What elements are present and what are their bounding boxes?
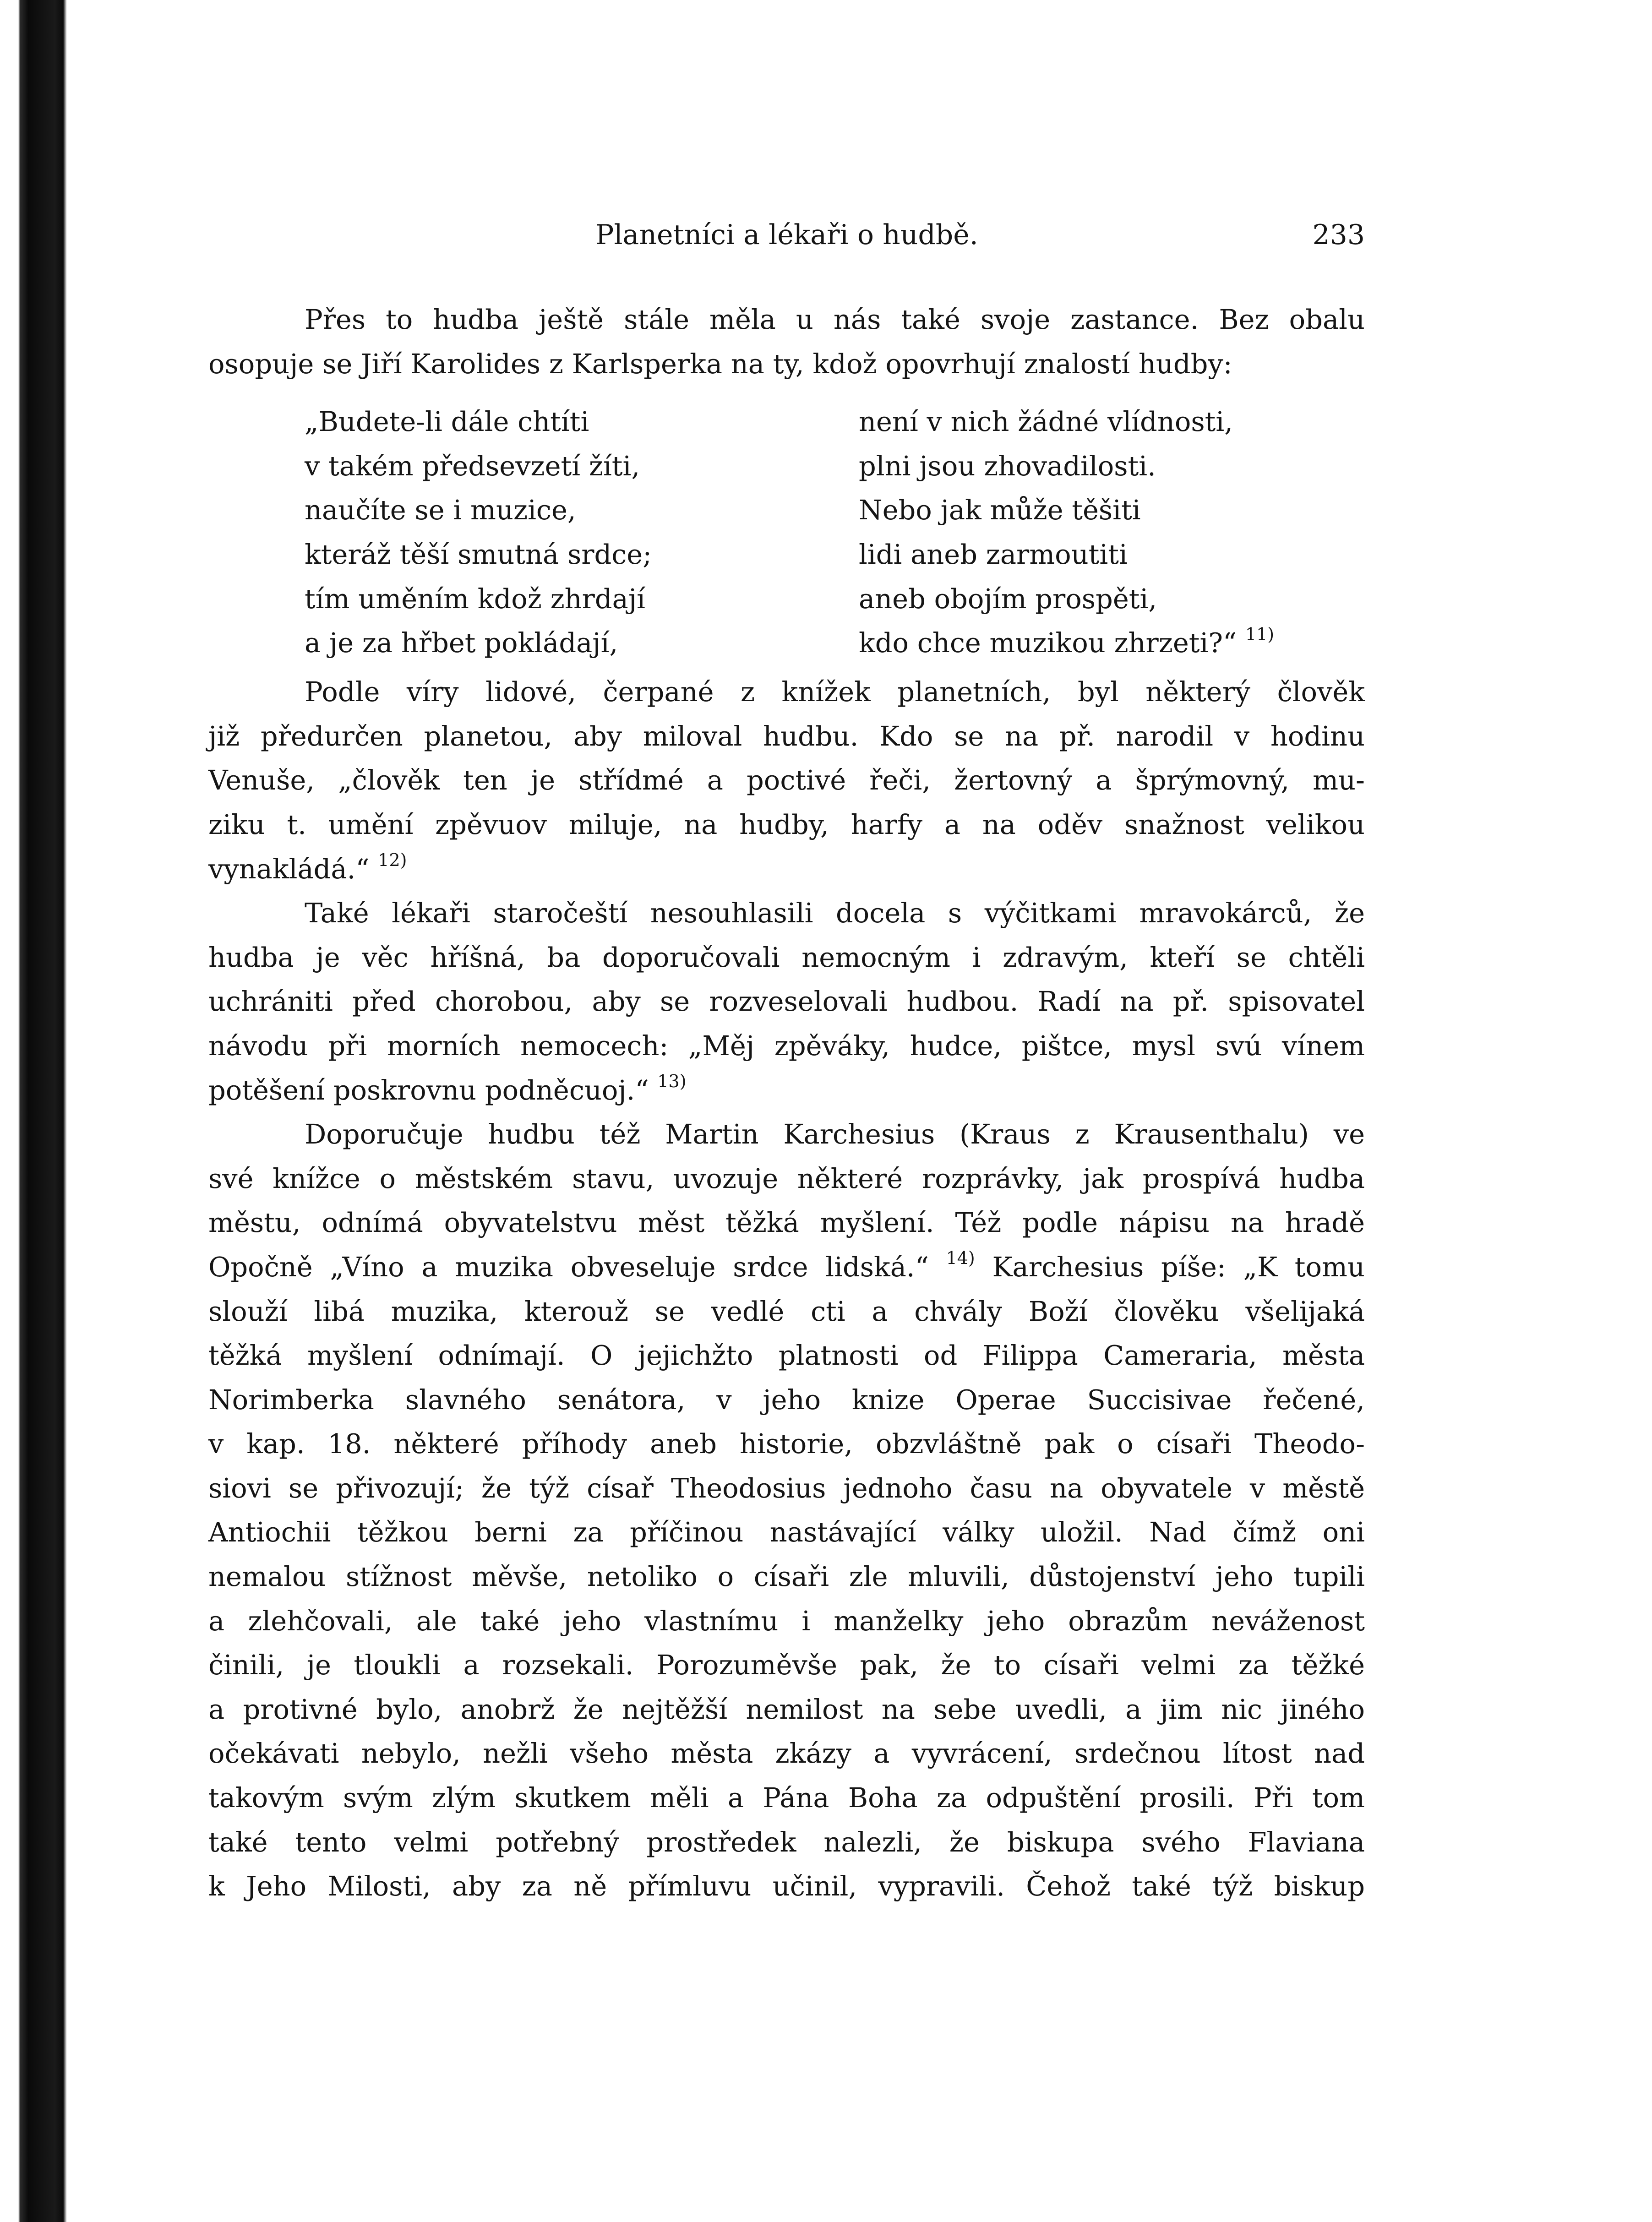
paragraph-intro <box>208 298 1365 386</box>
paragraph-physicians <box>208 891 1365 1112</box>
text-line <box>208 847 1365 892</box>
text-line <box>208 1068 1365 1113</box>
poem-column-left <box>305 400 652 665</box>
verse-line: „Budete-li dále chtíti <box>305 406 589 438</box>
running-header <box>595 210 1365 260</box>
text-line: své knížce o městském stavu, uvozuje některé rozprávky, jak prospívá hudba <box>208 1162 1365 1194</box>
running-title: Planetníci a lékaři o hudbě. <box>595 219 978 251</box>
verse-text: kdo chce muzikou zhrzeti?“ <box>859 627 1237 659</box>
paragraph-karchesius <box>208 1112 1365 1909</box>
text-line: těžká myšlení odnímají. O jejichžto platnosti od Filippa Cameraria, města <box>208 1340 1365 1372</box>
verse-line: aneb obojím prospěti, <box>859 583 1157 615</box>
text-line: k Jeho Milosti, aby za ně přímluvu učinil, vypravili. Čehož také týž biskup <box>208 1870 1365 1902</box>
text-line <box>208 1245 1365 1290</box>
text-line: městu, odnímá obyvatelstvu měst těžká myšlení. Též podle nápisu na hradě <box>208 1207 1365 1239</box>
verse-line: naučíte se i muzice, <box>305 494 576 526</box>
footnote-ref-12: 12) <box>378 850 407 870</box>
text-line: činili, je tloukli a rozsekali. Porozuměvše pak, že to císaři velmi za těžké <box>208 1649 1365 1681</box>
text-segment: Karchesius píše: „K tomu <box>992 1251 1365 1283</box>
text-line: návodu při morních nemocech: „Měj zpěváky, hudce, pištce, mysl svú vínem <box>208 1029 1365 1062</box>
text-line: a protivné bylo, anobrž že nejtěžší nemilost na sebe uvedli, a jim nic jiného <box>208 1693 1365 1725</box>
text-line: takovým svým zlým skutkem měli a Pána Boha za odpuštění prosili. Při tom <box>208 1782 1365 1814</box>
book-binding-edge <box>0 0 69 2222</box>
text-line: siovi se přivozují; že týž císař Theodosius jednoho času na obyvatele v městě <box>208 1472 1365 1504</box>
text-line: Přes to hudba ještě stále měla u nás také svoje zastance. Bez obalu <box>305 304 1365 335</box>
verse-line: v takém předsevzetí žíti, <box>305 450 640 482</box>
text-line: Podle víry lidové, čerpané z knížek planetních, byl některý člověk <box>305 676 1365 708</box>
verse-line: tím uměním kdož zhrdají <box>305 583 645 615</box>
verse-line <box>859 621 1274 665</box>
text-line: slouží libá muzika, kterouž se vedlé cti a chvály Boží člověku všelijaká <box>208 1295 1365 1327</box>
text-line: očekávati nebylo, nežli všeho města zkázy a vyvrácení, srdečnou lítost nad <box>208 1737 1365 1770</box>
text-line: a zlehčovali, ale také jeho vlastnímu i manželky jeho obrazům neváženost <box>208 1605 1365 1637</box>
verse-line: Nebo jak může těšiti <box>859 494 1141 526</box>
verse-line: lidi aneb zarmoutiti <box>859 538 1128 570</box>
page-body <box>208 298 1365 1909</box>
text-line: Antiochii těžkou berni za příčinou nastávající války uložil. Nad čímž oni <box>208 1516 1365 1548</box>
verse-line: a je za hřbet pokládají, <box>305 627 618 659</box>
text-line: Norimberka slavného senátora, v jeho knize Operae Succisivae řečené, <box>208 1383 1365 1416</box>
paragraph-folk-belief <box>208 670 1365 891</box>
text-line: již předurčen planetou, aby miloval hudbu. Kdo se na př. narodil v hodinu <box>208 720 1365 752</box>
text-line: v kap. 18. některé příhody aneb historie, obzvláštně pak o císaři Theodo- <box>208 1428 1365 1460</box>
text-line: také tento velmi potřebný prostředek nalezli, že biskupa svého Flaviana <box>208 1826 1365 1858</box>
poem-quote <box>208 400 1365 665</box>
verse-line: kteráž těší smutná srdce; <box>305 538 652 570</box>
text-segment: vynakládá.“ <box>208 853 370 885</box>
text-line: osopuje se Jiří Karolides z Karlsperka na ty, kdož opovrhují znalostí hudby: <box>208 348 1232 380</box>
text-line: hudba je věc hříšná, ba doporučovali nemocným i zdravým, kteří se chtěli <box>208 941 1365 973</box>
verse-line: plni jsou zhovadilosti. <box>859 450 1156 482</box>
text-line: Také lékaři staročeští nesouhlasili docela s výčitkami mravokárců, že <box>305 897 1365 929</box>
text-line: ziku t. umění zpěvuov miluje, na hudby, harfy a na oděv snažnost velikou <box>208 808 1365 840</box>
text-segment: potěšení poskrovnu podněcuoj.“ <box>208 1074 649 1106</box>
text-line: nemalou stížnost měvše, netoliko o císaři zle mluvili, důstojenství jeho tupili <box>208 1561 1365 1593</box>
text-segment: Opočně „Víno a muzika obveseluje srdce lidská.“ <box>208 1251 929 1283</box>
text-line: Venuše, „člověk ten je střídmé a poctivé řeči, žertovný a šprýmovný, mu- <box>208 764 1365 796</box>
footnote-ref-14: 14) <box>946 1248 975 1269</box>
page-number: 233 <box>1312 219 1365 251</box>
footnote-ref-13: 13) <box>657 1071 687 1091</box>
poem-column-right <box>859 400 1274 665</box>
verse-line: není v nich žádné vlídnosti, <box>859 406 1233 438</box>
text-line: Doporučuje hudbu též Martin Karchesius (Kraus z Krausenthalu) ve <box>305 1118 1365 1150</box>
footnote-ref-11: 11) <box>1245 624 1275 644</box>
text-line: uchrániti před chorobou, aby se rozveselovali hudbou. Radí na př. spisovatel <box>208 986 1365 1018</box>
